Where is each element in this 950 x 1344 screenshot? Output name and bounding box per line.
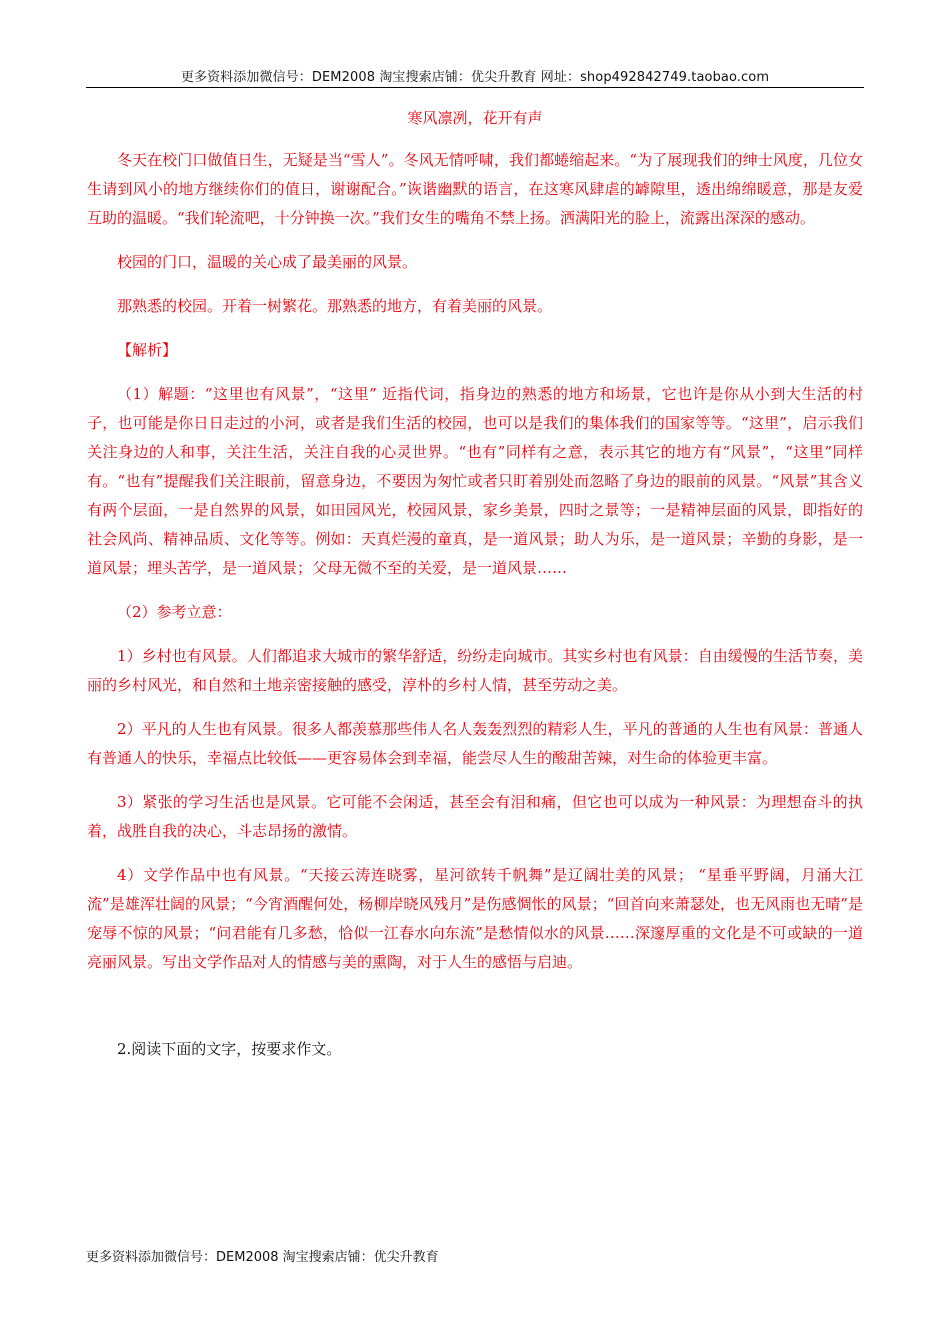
analysis-point-4: 4）文学作品中也有风景。“天接云涛连晓雾，星河欲转千帆舞”是辽阔壮美的风景； “星垂平野阔，月涌大江流”是雄浑壮阔的风景；“今宵酒醒何处，杨柳岸晓风残月”是伤感惆怅的风景；“回首向来萧瑟处，也无风雨也无晴”是宠辱不惊的风景；“问君能有几多愁，恰似一江春水向东流”是愁情似水的风景……深邃厚重的文化是不可或缺的一道亮丽风景。写出文学作品对人的情感与美的熏陶，对于人生的感悟与启迪。 bbox=[87, 866, 863, 971]
essay-paragraph-1: 冬天在校门口做值日生，无疑是当“雪人”。冬风无情呼啸，我们都蜷缩起来。“为了展现我们的绅士风度，几位女生请到风小的地方继续你们的值日，谢谢配合。”诙谐幽默的语言，在这寒风肆虐的罅隙里，透出绵绵暖意，那是友爱互助的温暖。“我们轮流吧，十分钟换一次。”我们女生的嘴角不禁上扬。洒满阳光的脸上，流露出深深的感动。 bbox=[87, 151, 863, 227]
page-footer: 更多资料添加微信号：DEM2008 淘宝搜索店铺：优尖升教育 bbox=[86, 1250, 439, 1265]
analysis-heading: 【解析】 bbox=[117, 341, 178, 359]
analysis-point-2: 2）平凡的人生也有风景。很多人都羡慕那些伟人名人轰轰烈烈的精彩人生，平凡的普通的人生也有风景：普通人有普通人的快乐，幸福点比较低——更容易体会到幸福，能尝尽人生的酸甜苦辣，对生命的体验更丰富。 bbox=[87, 720, 863, 767]
analysis-paragraph-1: （1）解题：“这里也有风景”，“这里” 近指代词，指身边的熟悉的地方和场景，它也许是你从小到大生活的村子，也可能是你日日走过的小河，或者是我们生活的校园，也可以是我们的集体我们的国家等等。“这里”，启示我们关注身边的人和事，关注生活，关注自我的心灵世界。“也有”同样有之意，表示其它的地方有“风景”，“这里”同样有。“也有”提醒我们关注眼前，留意身边，不要因为匆忙或者只盯着别处而忽略了身边的眼前的风景。“风景”其含义有两个层面，一是自然界的风景，如田园风光，校园风景，家乡美景，四时之景等；一是精神层面的风景，即指好的社会风尚、精神品质、文化等等。例如：天真烂漫的童真，是一道风景；助人为乐，是一道风景；辛勤的身影，是一道风景；埋头苦学，是一道风景；父母无微不至的关爱，是一道风景…… bbox=[87, 385, 863, 577]
analysis-point-3: 3）紧张的学习生活也是风景。它可能不会闲适，甚至会有泪和痛，但它也可以成为一种风景：为理想奋斗的执着，战胜自我的决心，斗志昂扬的激情。 bbox=[87, 793, 863, 840]
essay-paragraph-2: 校园的门口，温暖的关心成了最美丽的风景。 bbox=[117, 253, 418, 271]
document-body bbox=[87, 108, 863, 1064]
essay-paragraph-3: 那熟悉的校园。开着一树繁花。那熟悉的地方，有着美丽的风景。 bbox=[117, 297, 553, 315]
analysis-point-1: 1）乡村也有风景。人们都追求大城市的繁华舒适，纷纷走向城市。其实乡村也有风景：自由缓慢的生活节奏，美丽的乡村风光，和自然和土地亲密接触的感受，淳朴的乡村人情，甚至劳动之美。 bbox=[87, 647, 863, 694]
essay-title: 寒风凛冽，花开有声 bbox=[407, 109, 543, 127]
page-header: 更多资料添加微信号：DEM2008 淘宝搜索店铺：优尖升教育 网址：shop492842749.taobao.com bbox=[180, 70, 770, 85]
header-divider bbox=[86, 87, 864, 88]
next-question-prompt: 2.阅读下面的文字，按要求作文。 bbox=[117, 1040, 342, 1058]
analysis-reference-label: （2）参考立意： bbox=[117, 603, 232, 621]
